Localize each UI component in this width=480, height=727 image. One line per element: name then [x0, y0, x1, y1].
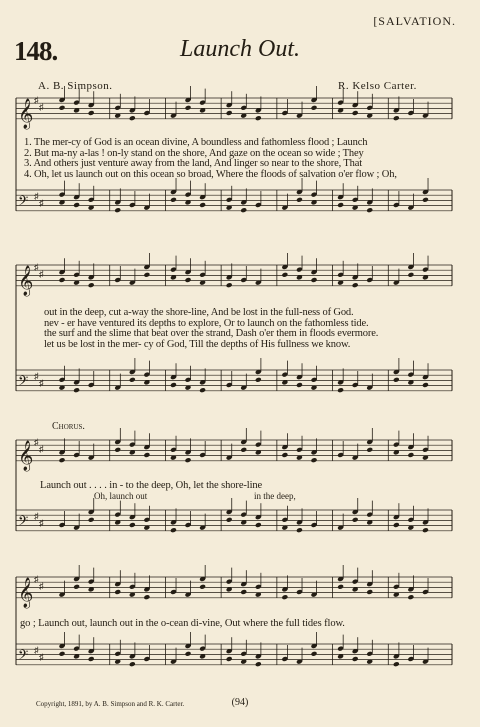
- sharp-icon: ♯: [39, 518, 44, 528]
- note-head: [185, 651, 192, 657]
- note-head: [337, 202, 344, 208]
- note-head: [73, 584, 80, 590]
- note-head: [226, 656, 233, 662]
- copyright-notice: Copyright, 1891, by A. B. Simpson and R. K. Carter.: [36, 700, 185, 708]
- note-head: [170, 527, 177, 533]
- sharp-icon: ♯: [39, 581, 44, 591]
- chorus-line-2: go ; Launch out, launch out in the o-cean di-vine, Out where the full tides flow.: [20, 618, 345, 629]
- note-head: [255, 661, 262, 667]
- note-head: [352, 517, 359, 523]
- sharp-icon: ♯: [39, 652, 44, 662]
- note-head: [240, 589, 247, 595]
- note-head: [422, 197, 429, 203]
- note-head: [422, 382, 429, 388]
- sharp-icon: ♯: [39, 378, 44, 388]
- sharp-icon: ♯: [34, 191, 39, 201]
- note-head: [143, 452, 150, 458]
- chorus-alto-lyric-1: Oh, launch out: [94, 491, 148, 501]
- composer-credit: R. Kelso Carter.: [338, 80, 417, 92]
- note-head: [129, 115, 136, 121]
- page-number: (94): [231, 697, 249, 708]
- note-head: [281, 452, 288, 458]
- note-head: [407, 452, 414, 458]
- note-head: [281, 272, 288, 278]
- sharp-icon: ♯: [34, 437, 39, 447]
- note-head: [114, 207, 121, 213]
- verse-4-line: 4. Oh, let us launch out on this ocean so broad, Where the floods of salvation o'er flow ; Oh,: [24, 168, 397, 180]
- section-label: [SALVATION.: [373, 14, 456, 28]
- note-head: [352, 656, 359, 662]
- note-head: [352, 110, 359, 116]
- note-head: [311, 277, 318, 283]
- treble-clef-icon: 𝄞: [18, 98, 34, 129]
- note-head: [393, 377, 400, 383]
- note-head: [59, 277, 66, 283]
- note-head: [143, 272, 150, 278]
- note-head: [114, 447, 121, 453]
- note-head: [226, 517, 233, 523]
- note-head: [255, 377, 262, 383]
- note-head: [393, 115, 400, 121]
- note-head: [422, 527, 429, 533]
- note-head: [352, 282, 359, 288]
- note-head: [311, 651, 318, 657]
- bass-clef-icon: 𝄢: [18, 372, 29, 392]
- note-head: [281, 594, 288, 600]
- note-head: [88, 517, 95, 523]
- verse-2-line: 2. But ma-ny a-las ! on-ly stand on the shore, And gaze on the ocean so wide ; They: [24, 147, 364, 159]
- note-head: [88, 282, 95, 288]
- note-head: [199, 584, 206, 590]
- bass-clef-icon: 𝄢: [18, 512, 29, 532]
- note-head: [73, 387, 80, 393]
- note-head: [240, 447, 247, 453]
- note-head: [226, 110, 233, 116]
- note-head: [255, 522, 262, 528]
- sharp-icon: ♯: [34, 95, 39, 105]
- sharp-icon: ♯: [39, 198, 44, 208]
- verse-2-line: nev - er have ventured its depths to explore, Or to launch on the fathomless tide.: [44, 317, 369, 329]
- note-head: [170, 197, 177, 203]
- verse-lines-system-2: [44, 308, 378, 350]
- chorus-alto-lyric-2: in the deep,: [254, 491, 296, 501]
- note-head: [185, 277, 192, 283]
- hymn-title: Launch Out.: [180, 36, 300, 62]
- note-head: [407, 272, 414, 278]
- verse-3-line: the surf and the slime that beat over the strand, Dash o'er them in floods evermore.: [44, 328, 379, 340]
- note-head: [88, 110, 95, 116]
- note-head: [59, 457, 66, 463]
- note-head: [114, 589, 121, 595]
- sharp-icon: ♯: [34, 645, 39, 655]
- treble-clef-icon: 𝄞: [18, 577, 34, 608]
- sharp-icon: ♯: [39, 444, 44, 454]
- sharp-icon: ♯: [34, 262, 39, 272]
- treble-clef-icon: 𝄞: [18, 440, 34, 471]
- hymn-number: 148.: [14, 36, 58, 66]
- note-head: [311, 457, 318, 463]
- note-head: [240, 207, 247, 213]
- sharp-icon: ♯: [39, 102, 44, 112]
- note-head: [393, 661, 400, 667]
- sharp-icon: ♯: [39, 269, 44, 279]
- note-head: [129, 661, 136, 667]
- note-head: [296, 527, 303, 533]
- chorus-line-1: Launch out . . . . in - to the deep, Oh, let the shore-line: [40, 480, 263, 491]
- chorus-label: Chorus.: [52, 421, 85, 432]
- note-head: [393, 522, 400, 528]
- sharp-icon: ♯: [34, 371, 39, 381]
- note-head: [366, 207, 373, 213]
- note-head: [59, 651, 66, 657]
- note-head: [143, 594, 150, 600]
- sharp-icon: ♯: [34, 511, 39, 521]
- note-head: [59, 105, 66, 111]
- verse-1-line: out in the deep, cut a-way the shore-line, And be lost in the full-ness of God.: [44, 307, 354, 318]
- note-head: [407, 594, 414, 600]
- verse-lines-system-1: [24, 138, 397, 180]
- note-head: [88, 656, 95, 662]
- verse-3-line: 3. And others just venture away from the land, And linger so near to the shore, That: [24, 158, 363, 170]
- note-head: [129, 522, 136, 528]
- sharp-icon: ♯: [34, 574, 39, 584]
- note-head: [296, 197, 303, 203]
- verse-4-line: let us be lost in the mer- cy of God, Till the depths of His fullness we know.: [44, 338, 351, 350]
- note-head: [129, 377, 136, 383]
- lyricist-credit: A. B. Simpson.: [38, 80, 113, 92]
- note-head: [296, 382, 303, 388]
- note-head: [366, 589, 373, 595]
- note-head: [226, 282, 233, 288]
- note-head: [366, 447, 373, 453]
- note-head: [199, 202, 206, 208]
- note-head: [185, 105, 192, 111]
- note-head: [185, 457, 192, 463]
- treble-clef-icon: 𝄞: [18, 265, 34, 296]
- bass-clef-icon: 𝄢: [18, 646, 29, 666]
- bass-clef-icon: 𝄢: [18, 192, 29, 212]
- note-head: [170, 382, 177, 388]
- note-head: [337, 584, 344, 590]
- note-head: [73, 202, 80, 208]
- note-head: [311, 105, 318, 111]
- note-head: [255, 115, 262, 121]
- note-head: [199, 387, 206, 393]
- note-head: [337, 387, 344, 393]
- verse-1-line: 1. The mer-cy of God is an ocean divine, A boundless and fathomless flood ; Launch: [24, 137, 368, 148]
